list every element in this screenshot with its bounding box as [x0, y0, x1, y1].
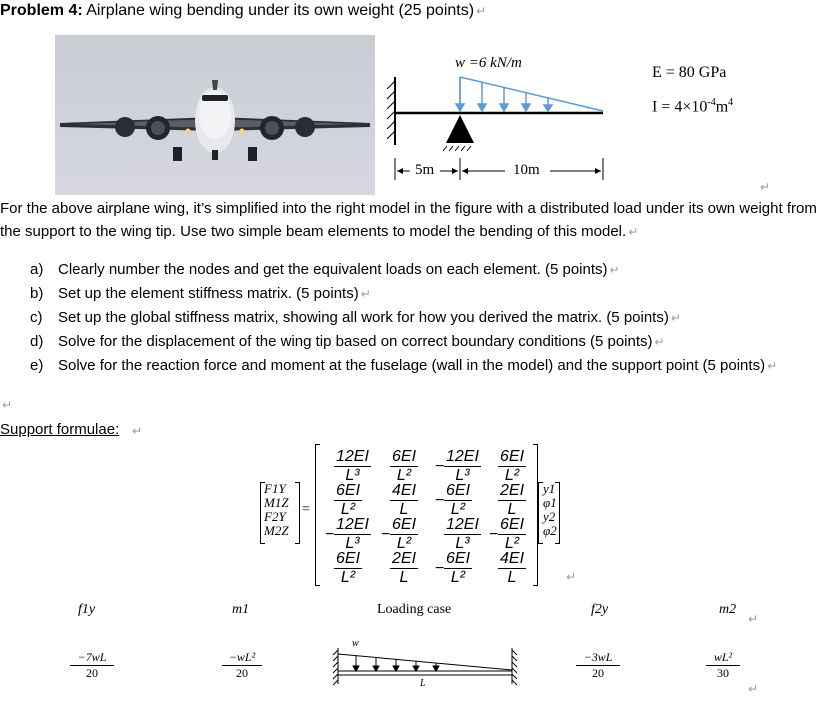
lhs-bracket-right — [295, 482, 300, 544]
value-f1y: −7wL 20 — [70, 650, 114, 681]
matrix-cell-denominator: L² — [450, 501, 466, 518]
matrix-cell-numerator: 12EI — [336, 516, 369, 533]
matrix-cell-numerator: 6EI — [500, 516, 525, 533]
matrix-cell-denominator: L² — [504, 467, 520, 484]
matrix-cell — [325, 482, 362, 519]
rhs-vector: y1 φ1 y2 φ2 — [543, 481, 557, 538]
list-item: e) Solve for the reaction force and moment at the fuselage (wall in the model) and the support point (5 points) ↵ — [30, 357, 778, 374]
matrix-cell — [325, 448, 371, 485]
return-mark-icon: ↵ — [132, 424, 143, 438]
dimension-right-label: 10m — [513, 162, 540, 178]
matrix-cell-denominator: L³ — [455, 467, 470, 484]
matrix-cell — [489, 448, 526, 485]
matrix-cell-numerator: 12EI — [336, 448, 369, 465]
matrix-cell-numerator: 6EI — [392, 516, 417, 533]
matrix-cell-denominator: L³ — [345, 467, 360, 484]
moment-of-inertia-label: $I = 4\times 10^{-4}m^4$ — [652, 97, 734, 116]
list-item: c) Set up the global stiffness matrix, showing all work for how you derived the matrix. (5 points) ↵ — [30, 309, 681, 326]
matrix-cell-sign: − — [489, 525, 499, 543]
header-f1y: f1y — [78, 602, 96, 617]
support-formulae-heading: Support formulae: — [0, 421, 120, 438]
matrix-cell-sign: − — [381, 525, 391, 543]
stiffness-matrix-equation — [255, 440, 555, 590]
matrix-cell-denominator: L — [399, 501, 409, 518]
header-f2y: f2y — [591, 602, 609, 617]
matrix-cell — [435, 550, 472, 587]
problem-title-text: Airplane wing bending under its own weight (25 points) — [82, 2, 475, 19]
rhs-bracket-right — [555, 482, 560, 544]
header-m2: m2 — [719, 602, 737, 617]
matrix-cell-denominator: L² — [450, 569, 466, 586]
matrix-cell-numerator: 6EI — [392, 448, 417, 465]
matrix-cell — [381, 550, 418, 587]
sketch-w-label: w — [352, 638, 359, 649]
value-f2y: −3wL 20 — [576, 650, 620, 681]
matrix-cell-numerator: 6EI — [446, 550, 471, 567]
matrix-cell — [381, 482, 418, 519]
value-m1: −wL² 20 — [222, 650, 262, 681]
return-mark-icon: ↵ — [748, 612, 759, 626]
matrix-cell-denominator: L³ — [345, 535, 360, 552]
matrix-cell-sign: − — [435, 559, 445, 577]
matrix-bracket-left — [315, 444, 320, 586]
return-mark-icon: ↵ — [748, 682, 759, 696]
beam-model-diagram — [375, 45, 615, 190]
matrix-cell-numerator: 2EI — [392, 550, 417, 567]
value-m2: wL² 30 — [706, 650, 740, 681]
problem-description: For the above airplane wing, it’s simplified into the right model in the figure with a distributed load under its own weight from the support to the wing tip. Use two simple beam elements to model the bending of this model. ↵ — [0, 200, 817, 240]
matrix-cell-denominator: L — [399, 569, 409, 586]
matrix-cell-numerator: 12EI — [446, 448, 479, 465]
matrix-cell — [325, 550, 362, 587]
loading-case-sketch — [330, 638, 520, 698]
matrix-cell-numerator: 12EI — [446, 516, 479, 533]
matrix-cell-numerator: 2EI — [500, 482, 525, 499]
equals-sign: = — [302, 502, 310, 517]
matrix-cell — [435, 482, 472, 519]
problem-title — [0, 2, 486, 20]
dimension-left-label: 5m — [415, 162, 435, 178]
return-mark-icon: ↵ — [476, 4, 487, 18]
matrix-cell — [325, 516, 371, 553]
matrix-cell-sign: − — [325, 525, 335, 543]
matrix-cell-denominator: L — [507, 501, 517, 518]
elastic-modulus-label: E = 80 GPa — [652, 64, 727, 81]
matrix-cell-numerator: 6EI — [446, 482, 471, 499]
list-item: b) Set up the element stiffness matrix. (5 points) ↵ — [30, 285, 371, 302]
list-item: a) Clearly number the nodes and get the equivalent loads on each element. (5 points) ↵ — [30, 261, 620, 278]
matrix-cell-numerator: 6EI — [500, 448, 525, 465]
matrix-cell — [381, 448, 418, 485]
matrix-cell-denominator: L² — [396, 467, 412, 484]
header-m1: m1 — [232, 602, 250, 617]
load-label: w =6 kN/m — [455, 55, 522, 71]
header-loading-case: Loading case — [377, 602, 452, 617]
matrix-cell-denominator: L³ — [455, 535, 470, 552]
matrix-cell — [489, 516, 526, 553]
airplane-photo — [55, 35, 375, 195]
matrix-cell-sign: − — [435, 491, 445, 509]
matrix-cell-numerator: 4EI — [500, 550, 525, 567]
matrix-cell — [489, 482, 526, 519]
matrix-cell — [435, 448, 481, 485]
matrix-cell-denominator: L² — [396, 535, 412, 552]
matrix-cell-numerator: 6EI — [336, 550, 361, 567]
matrix-cell-denominator: L² — [504, 535, 520, 552]
task-list — [30, 258, 820, 378]
matrix-cell-sign: − — [435, 457, 445, 475]
sketch-L-label: L — [420, 678, 426, 689]
lhs-vector: F1Y M1Z F2Y M2Z — [264, 481, 289, 538]
matrix-cell — [381, 516, 418, 553]
return-mark-icon: ↵ — [2, 398, 13, 412]
return-mark-icon: ↵ — [566, 570, 577, 584]
matrix-cell-numerator: 4EI — [392, 482, 417, 499]
return-mark-icon: ↵ — [760, 180, 771, 194]
matrix-cell — [435, 516, 481, 553]
matrix-cell-denominator: L² — [340, 501, 356, 518]
matrix-cell-denominator: L² — [340, 569, 356, 586]
problem-number: Problem 4: — [0, 2, 83, 19]
list-item: d) Solve for the displacement of the wing tip based on correct boundary conditions (5 points) ↵ — [30, 333, 665, 350]
matrix-cell-numerator: 6EI — [336, 482, 361, 499]
matrix-cell — [489, 550, 526, 587]
matrix-cell-denominator: L — [507, 569, 517, 586]
